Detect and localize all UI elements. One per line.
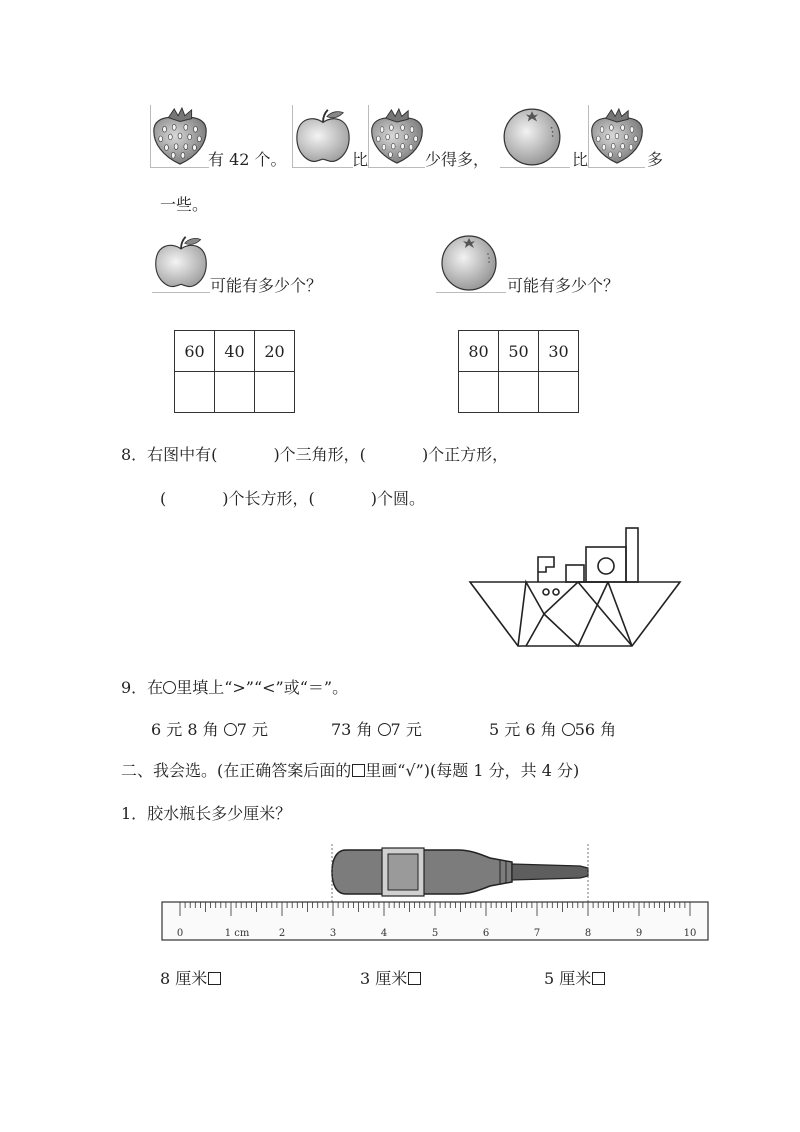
ruler-label: 7 (533, 928, 541, 939)
q8-line1 (121, 445, 508, 465)
q8-line2 (160, 489, 425, 509)
compare-right: 56 角 (574, 720, 617, 739)
window-circle (598, 558, 614, 574)
q7-text-1: 有 42 个。 (208, 150, 287, 169)
answer-cell[interactable] (175, 372, 215, 413)
answer-cell[interactable] (459, 372, 499, 413)
strawberry-icon (150, 105, 209, 168)
ruler-figure (160, 838, 710, 944)
compare-left: 73 角 (331, 720, 373, 739)
hull-outline (470, 582, 680, 646)
answer-checkbox[interactable] (208, 972, 221, 985)
q8-text: )个正方形， (421, 445, 509, 464)
table-row (459, 372, 579, 413)
section2-heading (121, 761, 579, 781)
option-1 (160, 969, 221, 989)
q8-text: )个圆。 (370, 489, 425, 508)
table-cell: 40 (215, 331, 255, 372)
heading-text: 里画“√”)(每题 1 分，共 4 分) (365, 761, 580, 780)
answer-cell[interactable] (215, 372, 255, 413)
q9-item-1 (151, 720, 268, 740)
cabin-rectangle (586, 547, 626, 582)
table-row (459, 331, 579, 372)
porthole-circle (543, 589, 549, 595)
compare-circle[interactable] (562, 723, 575, 736)
q7-text-2: 比 (352, 150, 369, 169)
orange-choice-table (458, 330, 579, 413)
q7-text-continuation: 一些。 (160, 195, 209, 214)
s2q1-prompt: 1．胶水瓶长多少厘米？ (121, 804, 292, 823)
ruler-label: 2 (278, 928, 286, 939)
apple-choice-table (174, 330, 295, 413)
orange-icon (436, 232, 506, 293)
ruler-label: 0 (176, 928, 184, 939)
ruler-label: 6 (482, 928, 490, 939)
option-label: 8 厘米 (160, 969, 208, 988)
apple-question: 可能有多少个？ (210, 276, 323, 295)
q7-text-4: 比 (572, 150, 589, 169)
answer-cell[interactable] (539, 372, 579, 413)
boat-figure (468, 522, 682, 652)
compare-right: 7 元 (390, 720, 422, 739)
chimney-rectangle (626, 528, 638, 582)
table-cell: 60 (175, 331, 215, 372)
table-cell: 80 (459, 331, 499, 372)
q9-item-2 (331, 720, 422, 740)
apple-icon (292, 105, 353, 168)
q8-text: ( (160, 489, 167, 508)
table-cell: 20 (255, 331, 295, 372)
q9-text: 里填上“>”“<”或“＝”。 (176, 678, 349, 697)
porthole-circle (553, 589, 559, 595)
orange-question: 可能有多少个？ (507, 276, 620, 295)
table-row (175, 331, 295, 372)
answer-cell[interactable] (255, 372, 295, 413)
answer-checkbox[interactable] (408, 972, 421, 985)
compare-right: 7 元 (236, 720, 268, 739)
ruler-label: 1 cm (224, 928, 250, 939)
strawberry-icon (368, 105, 425, 168)
option-label: 3 厘米 (360, 969, 408, 988)
strawberry-icon (588, 105, 645, 168)
apple-icon (152, 232, 210, 293)
ruler-label: 5 (431, 928, 439, 939)
circle-blank-icon (163, 681, 176, 694)
q9-item-3 (489, 720, 616, 740)
table-cell: 30 (539, 331, 579, 372)
ruler-label: 3 (329, 928, 337, 939)
compare-left: 5 元 6 角 (489, 720, 557, 739)
ruler-label: 10 (683, 928, 697, 939)
option-2 (360, 969, 421, 989)
option-label: 5 厘米 (544, 969, 592, 988)
q7-text-5: 多 (647, 150, 664, 169)
table-cell: 50 (499, 331, 539, 372)
option-3 (544, 969, 605, 989)
q8-text: )个三角形，( (273, 445, 366, 464)
q8-text: )个长方形，( (222, 489, 315, 508)
ruler-label: 4 (380, 928, 388, 939)
heading-text: 二、我会选。(在正确答案后面的 (121, 761, 352, 780)
flag-pole (538, 557, 554, 582)
hull-triangles (518, 582, 632, 646)
glue-bottle-icon (332, 844, 588, 902)
q9-prompt (121, 678, 348, 698)
q8-text: 8．右图中有( (121, 445, 218, 464)
orange-icon (500, 105, 570, 168)
ruler-label: 9 (635, 928, 643, 939)
checkbox-icon (352, 764, 365, 777)
answer-cell[interactable] (499, 372, 539, 413)
table-row (175, 372, 295, 413)
q7-text-3: 少得多， (425, 150, 490, 169)
compare-circle[interactable] (378, 723, 391, 736)
compare-left: 6 元 8 角 (151, 720, 219, 739)
answer-checkbox[interactable] (592, 972, 605, 985)
small-rectangle (566, 565, 584, 582)
compare-circle[interactable] (224, 723, 237, 736)
q9-text: 9．在 (121, 678, 164, 697)
ruler-label: 8 (584, 928, 592, 939)
